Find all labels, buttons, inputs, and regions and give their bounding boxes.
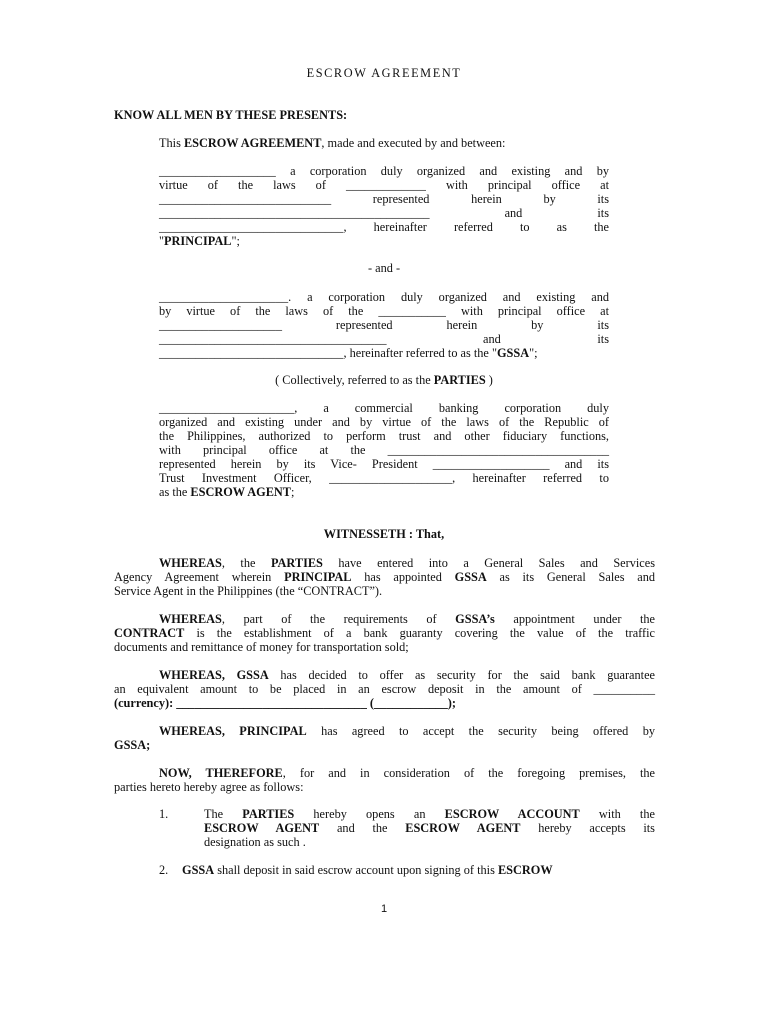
text-run: ; [291,485,295,499]
paragraph-line [204,821,655,835]
text-run: appointment under the [494,612,656,626]
paragraph-line [114,584,382,598]
text-run: ____________________________________________ and its [159,206,609,220]
item-1-number: 1. [159,807,169,821]
witnesseth-heading: WITNESSETH : That, [323,527,445,541]
text-run: Agency Agreement wherein [114,570,285,584]
text-run: _____________________________________ and its [159,332,609,346]
text-run: WHEREAS [159,556,222,570]
text-run: an equivalent amount to be placed in an escrow deposit in the amount of __________ [114,682,655,696]
paragraph-line [159,346,538,360]
text-run: Trust Investment Officer, ____________________, hereinafter referred to [159,471,609,485]
paragraph-line [159,668,655,682]
text-run: ( Collectively, referred to as the [275,373,434,387]
text-run: ESCROW AGREEMENT [183,136,322,150]
text-run: is the establishment of a bank guaranty covering the value of the traffic [184,626,655,640]
text-run: ______________________________, hereinafter referred to as the " [159,346,497,360]
text-run: , part of the requirements of [221,612,456,626]
text-run: , the [221,556,271,570]
text-run: "; [529,346,538,360]
text-run: GSSA; [114,738,151,752]
text-run: PARTIES [242,807,295,821]
paragraph-line [114,626,655,640]
intro-paragraph [159,136,505,150]
text-run: ESCROW AGENT [190,485,291,499]
text-run: ___________________ a corporation duly organized and existing and by [159,164,609,178]
paragraph-line [159,471,609,485]
text-run: and the [319,821,406,835]
document-title: ESCROW AGREEMENT [306,66,462,80]
text-run: ____________________________ represented herein by its [159,192,609,206]
page-number: 1 [380,903,388,915]
text-run: ______________________, a commercial banking corporation duly [159,401,609,415]
paragraph-line [159,612,655,626]
text-run: ESCROW [497,863,553,877]
text-run: GSSA’s [455,612,495,626]
collectively-line [0,373,768,387]
text-run: by virtue of the laws of the ___________ with principal office at [159,304,609,318]
text-run: WHEREAS [159,612,222,626]
paragraph-line [159,192,609,206]
paragraph-line [159,178,609,192]
text-run: has appointed [351,570,455,584]
text-run: GSSA [496,346,530,360]
paragraph-line [204,835,306,849]
text-run: designation as such . [204,835,306,849]
text-run: documents and remittance of money for transportation sold; [114,640,409,654]
paragraph-line [204,807,655,821]
text-run: PRINCIPAL [164,234,232,248]
text-run: represented herein by its Vice- President ___________________ and its [159,457,609,471]
paragraph-line [159,304,609,318]
paragraph-line [182,863,553,877]
text-run: have entered into a General Sales and Services [322,556,655,570]
text-run: ______________________________, hereinafter referred to as the [159,220,609,234]
text-run: ESCROW AGENT [204,821,320,835]
text-run: organized and existing under and by virtue of the laws of the Republic of [159,415,609,429]
text-run: parties hereto hereby agree as follows: [114,780,304,794]
paragraph-line [114,640,409,654]
text-run: , made and executed by and between: [321,136,506,150]
paragraph-line [159,332,609,346]
text-run: The [204,807,243,821]
text-run: " [159,234,165,248]
text-run: GSSA [182,863,215,877]
text-run: (currency): _______________________________ (____________); [114,696,456,710]
text-run: CONTRACT [114,626,185,640]
text-run: WHEREAS, PRINCIPAL [159,724,307,738]
paragraph-line [159,401,609,415]
paragraph-line [114,682,655,696]
paragraph-line [159,206,609,220]
text-run: with the [579,807,655,821]
text-run: the Philippines, authorized to perform trust and other fiduciary functions, [159,429,609,443]
text-run: ESCROW AGENT [405,821,521,835]
paragraph-line [159,429,609,443]
text-run: ____________________ represented herein by its [159,318,609,332]
paragraph-line [159,443,609,457]
paragraph-line [159,220,609,234]
paragraph-line [159,556,655,570]
paragraph-line [114,570,655,584]
paragraph-line [159,164,609,178]
paragraph-line [159,318,609,332]
paragraph-line [159,415,609,429]
text-run: "; [231,234,240,248]
text-run: has agreed to accept the security being offered by [306,724,655,738]
text-run: ) [485,373,493,387]
know-all-men-heading: KNOW ALL MEN BY THESE PRESENTS: [114,108,348,122]
text-run: _____________________. a corporation duly organized and existing and [159,290,609,304]
paragraph-line [159,485,294,499]
text-run: ESCROW ACCOUNT [444,807,580,821]
and-separator: - and - [367,261,401,275]
text-run: with principal office at the ____________________________________ [159,443,609,457]
item-2-number: 2. [159,863,169,877]
paragraph-line [114,696,456,710]
text-run: GSSA [454,570,487,584]
text-run: has decided to offer as security for the said bank guarantee [268,668,655,682]
text-run: NOW, THEREFORE [159,766,283,780]
text-run: Service Agent in the Philippines (the “CONTRACT”). [114,584,383,598]
text-run: virtue of the laws of _____________ with principal office at [159,178,609,192]
text-run: shall deposit in said escrow account upon signing of this [214,863,498,877]
paragraph-line [159,290,609,304]
paragraph-line [159,724,655,738]
paragraph-line [159,234,240,248]
paragraph-line [114,738,150,752]
text-run: PARTIES [270,556,323,570]
text-run: as the [159,485,191,499]
text-run: as its General Sales and [486,570,656,584]
text-run: WHEREAS, GSSA [159,668,269,682]
text-run: , for and in consideration of the foregoing premises, the [282,766,656,780]
paragraph-line [159,457,609,471]
text-run: hereby opens an [294,807,445,821]
paragraph-line [114,780,304,794]
paragraph-line [159,766,655,780]
text-run: PARTIES [433,373,486,387]
text-run: This [159,136,184,150]
text-run: PRINCIPAL [284,570,352,584]
text-run: hereby accepts its [520,821,655,835]
